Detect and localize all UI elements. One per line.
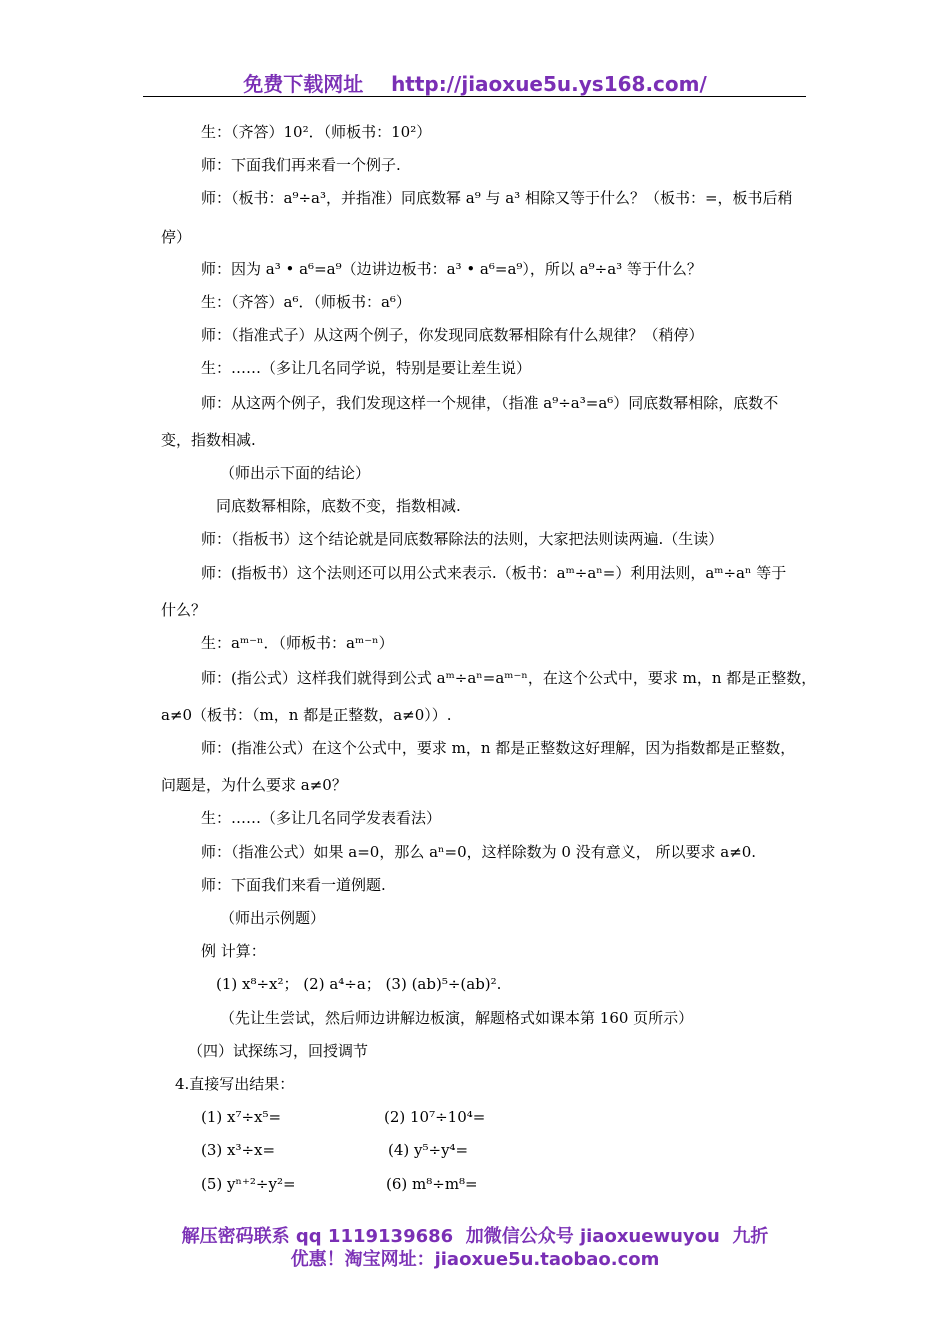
text-line: 生：aᵐ⁻ⁿ．（师板书：aᵐ⁻ⁿ） (201, 634, 394, 652)
text-line: 师：（指准式子）从这两个例子，你发现同底数幂相除有什么规律？（稍停） (201, 326, 704, 344)
text-line: 师：（指准公式）如果 a=0，那么 aⁿ=0，这样除数为 0 没有意义， 所以要求 a≠0. (201, 843, 757, 861)
footer-line-1: 解压密码联系 qq 1119139686 加微信公众号 jiaoxuewuyou 九折 (181, 1226, 769, 1247)
exercise-item: (1) x⁷÷x⁵= (201, 1108, 282, 1126)
text-line: 师：(指公式）这样我们就得到公式 aᵐ÷aⁿ=aᵐ⁻ⁿ，在这个公式中，要求 m，n 都是正整数， (201, 669, 817, 687)
exercise-item: (4) y⁵÷y⁴= (388, 1141, 469, 1159)
text-line: 师：下面我们来看一道例题. (201, 876, 386, 894)
text-line: 例 计算： (201, 942, 266, 960)
page-header (0, 68, 950, 97)
text-line: 生：……（多让几名同学说，特别是要让差生说） (201, 359, 532, 377)
exercise-item: (3) x³÷x= (201, 1141, 276, 1159)
text-line: 同底数幂相除，底数不变，指数相减. (216, 497, 461, 515)
section-heading: （四）试探练习，回授调节 (188, 1042, 369, 1060)
header-url[interactable]: http://jiaoxue5u.ys168.com/ (391, 72, 707, 96)
text-line: a≠0（板书：（m，n 都是正整数，a≠0））. (161, 706, 452, 724)
text-line: （师出示下面的结论） (220, 464, 371, 482)
header-title: 免费下载网址 (243, 72, 364, 96)
text-line: 什么？ (161, 601, 207, 619)
text-line: 师：(指板书）这个法则还可以用公式来表示.（板书：aᵐ÷aⁿ=）利用法则，aᵐ÷aⁿ 等于 (201, 564, 787, 582)
text-line: 师：（板书：a⁹÷a³，并指准）同底数幂 a⁹ 与 a³ 相除又等于什么？（板书：=，板书后稍 (201, 189, 793, 207)
text-line: 师：因为 a³ • a⁶=a⁹（边讲边板书：a³ • a⁶=a⁹），所以 a⁹÷a³ 等于什么？ (201, 260, 702, 278)
text-line: 师：(指准公式）在这个公式中，要求 m，n 都是正整数这好理解，因为指数都是正整数， (201, 739, 796, 757)
text-line: （先让生尝试，然后师边讲解边板演，解题格式如课本第 160 页所示） (220, 1009, 694, 1027)
text-line: （师出示例题） (220, 909, 326, 927)
text-line: 生：……（多让几名同学发表看法） (201, 809, 442, 827)
exercise-item: (2) 10⁷÷10⁴= (384, 1108, 486, 1126)
header-divider (143, 96, 806, 97)
exercise-heading: 4.直接写出结果： (175, 1075, 295, 1093)
text-line: 师：从这两个例子，我们发现这样一个规律，（指准 a⁹÷a³=a⁶）同底数幂相除，底数不 (201, 394, 779, 412)
text-line: 变，指数相减. (161, 431, 256, 449)
text-line: 师：（指板书）这个结论就是同底数幂除法的法则，大家把法则读两遍.（生读） (201, 530, 724, 548)
footer-line-2: 优惠！淘宝网址：jiaoxue5u.taobao.com (290, 1249, 660, 1270)
text-line: 生：（齐答）10²．（师板书：10²） (201, 123, 432, 141)
text-line: 问题是，为什么要求 a≠0？ (161, 776, 347, 794)
text-line: 生：（齐答）a⁶．（师板书：a⁶） (201, 293, 411, 311)
text-line: (1) x⁸÷x²； (2) a⁴÷a； (3) (ab)⁵÷(ab)². (216, 975, 502, 993)
exercise-item: (6) m⁸÷m⁸= (386, 1175, 478, 1193)
text-line: 停） (161, 228, 192, 246)
exercise-item: (5) yⁿ⁺²÷y²= (201, 1175, 296, 1193)
text-line: 师：下面我们再来看一个例子. (201, 156, 401, 174)
